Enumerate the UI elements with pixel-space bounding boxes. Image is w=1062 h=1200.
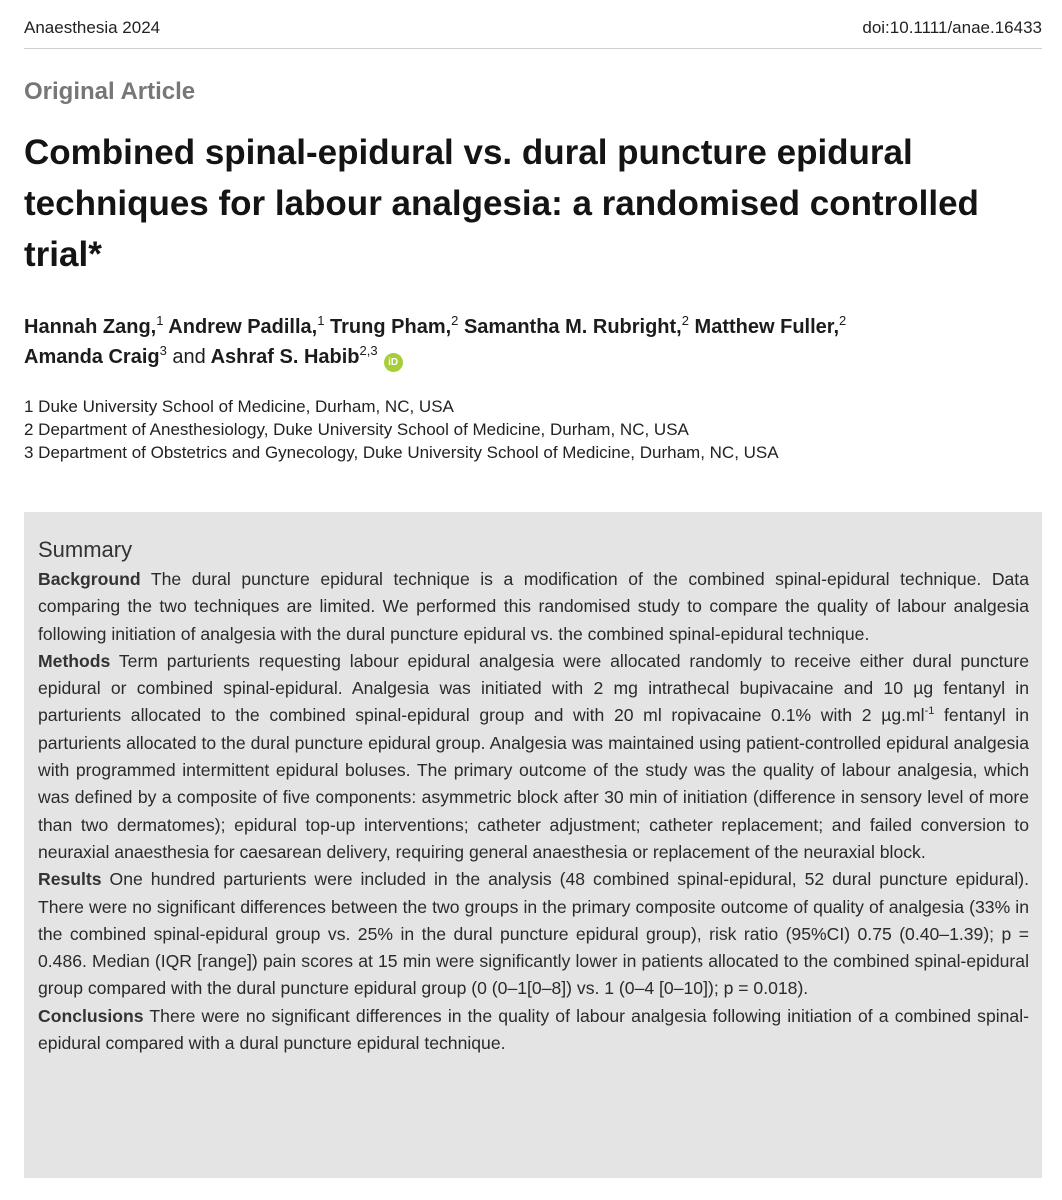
summary-box bbox=[24, 512, 1042, 1178]
methods-label: Methods bbox=[38, 650, 111, 671]
methods-text: Term parturients requesting labour epidural analgesia were allocated randomly to receive either dural puncture epidural or combined spinal-epidural. Analgesia was initiated with 2 mg intrathecal bupivacaine and 10 µg fentanyl in parturients allocated to the combined spinal-epidural group and with 20 ml ropivacaine 0.1% with 2 µg.ml bbox=[38, 650, 1029, 726]
author-affiliation-marker: 2 bbox=[681, 313, 689, 328]
summary-background bbox=[38, 566, 1029, 648]
conclusions-label: Conclusions bbox=[38, 1005, 144, 1026]
methods-superscript: -1 bbox=[924, 705, 935, 718]
doi-link[interactable]: doi:10.1111/anae.16433 bbox=[862, 18, 1042, 37]
author-name[interactable]: Matthew Fuller, bbox=[694, 316, 840, 338]
affiliation-item: 2 Department of Anesthesiology, Duke University School of Medicine, Durham, NC, USA bbox=[24, 420, 689, 439]
background-label: Background bbox=[38, 569, 141, 589]
summary-methods bbox=[38, 648, 1029, 866]
author-affiliation-marker: 1 bbox=[156, 313, 164, 328]
author-name[interactable]: Amanda Craig bbox=[24, 346, 160, 368]
methods-text-continued: fentanyl in parturients allocated to the dural puncture epidural group. Analgesia was maintained using patient-controlled epidural analgesia with programmed intermittent epidural boluses. The primary outcome of the study was the quality of labour analgesia, which was defined by a composite of five components: asymmetric block after 30 min of initiation (difference in sensory level of more than two dermatomes); epidural top-up interventions; catheter adjustment; catheter replacement; and failed conversion to neuraxial anaesthesia for caesarean delivery, requiring general anaesthesia or replacement of the neuraxial block. bbox=[38, 705, 1030, 862]
summary-results bbox=[38, 866, 1029, 1002]
author-name[interactable]: Ashraf S. Habib bbox=[210, 346, 360, 368]
summary-conclusions bbox=[38, 1003, 1029, 1058]
article-type: Original Article bbox=[24, 78, 196, 105]
summary-content bbox=[38, 536, 1029, 1057]
author-affiliation-marker: 2 bbox=[839, 313, 847, 328]
author-list bbox=[24, 312, 1034, 372]
author-name[interactable]: Samantha M. Rubright, bbox=[463, 316, 682, 338]
running-header bbox=[24, 18, 1042, 42]
affiliation-item: 1 Duke University School of Medicine, Durham, NC, USA bbox=[24, 397, 454, 416]
results-text: One hundred parturients were included in the analysis (48 combined spinal-epidural, 52 dural puncture epidural). There were no significant differences between the two groups in the primary composite outcome of quality of analgesia (33% in the combined spinal-epidural group vs. 25% in the dural puncture epidural group), risk ratio (95%CI) 0.75 (0.40–1.39); p = 0.486. Median (IQR [range]) pain scores at 15 min were significantly lower in patients allocated to the combined spinal-epidural group compared with the dural puncture epidural group (0 (0–1[0–8]) vs. 1 (0–4 [0–10]); p = 0.018). bbox=[38, 869, 1030, 999]
author-name[interactable]: Hannah Zang, bbox=[24, 316, 157, 338]
author-affiliation-marker: 1 bbox=[317, 313, 325, 328]
affiliation-list bbox=[24, 395, 779, 464]
author-affiliation-marker: 2,3 bbox=[359, 343, 378, 358]
conclusions-text: There were no significant differences in the quality of labour analgesia following initiation of a combined spinal-epidural compared with a dural puncture epidural technique. bbox=[38, 1005, 1029, 1054]
background-text: The dural puncture epidural technique is a modification of the combined spinal-epidural technique. Data comparing the two techniques are limited. We performed this randomised study to compare the quality of labour analgesia following initiation of analgesia with the dural puncture epidural vs. the combined spinal-epidural technique. bbox=[38, 569, 1029, 644]
author-name[interactable]: Trung Pham, bbox=[330, 316, 452, 338]
results-label: Results bbox=[38, 869, 102, 890]
affiliation-item: 3 Department of Obstetrics and Gynecology, Duke University School of Medicine, Durham, NC, USA bbox=[24, 443, 779, 462]
summary-heading: Summary bbox=[38, 537, 133, 562]
journal-name: Anaesthesia 2024 bbox=[24, 18, 161, 37]
orcid-icon[interactable]: iD bbox=[384, 353, 403, 372]
author-affiliation-marker: 3 bbox=[159, 343, 167, 358]
author-name[interactable]: Andrew Padilla, bbox=[168, 316, 318, 338]
article-title: Combined spinal-epidural vs. dural puncture epidural techniques for labour analgesia: a randomised controlled trial* bbox=[24, 133, 979, 274]
header-divider bbox=[24, 48, 1042, 49]
author-conjunction: and bbox=[172, 346, 206, 368]
author-affiliation-marker: 2 bbox=[451, 313, 459, 328]
